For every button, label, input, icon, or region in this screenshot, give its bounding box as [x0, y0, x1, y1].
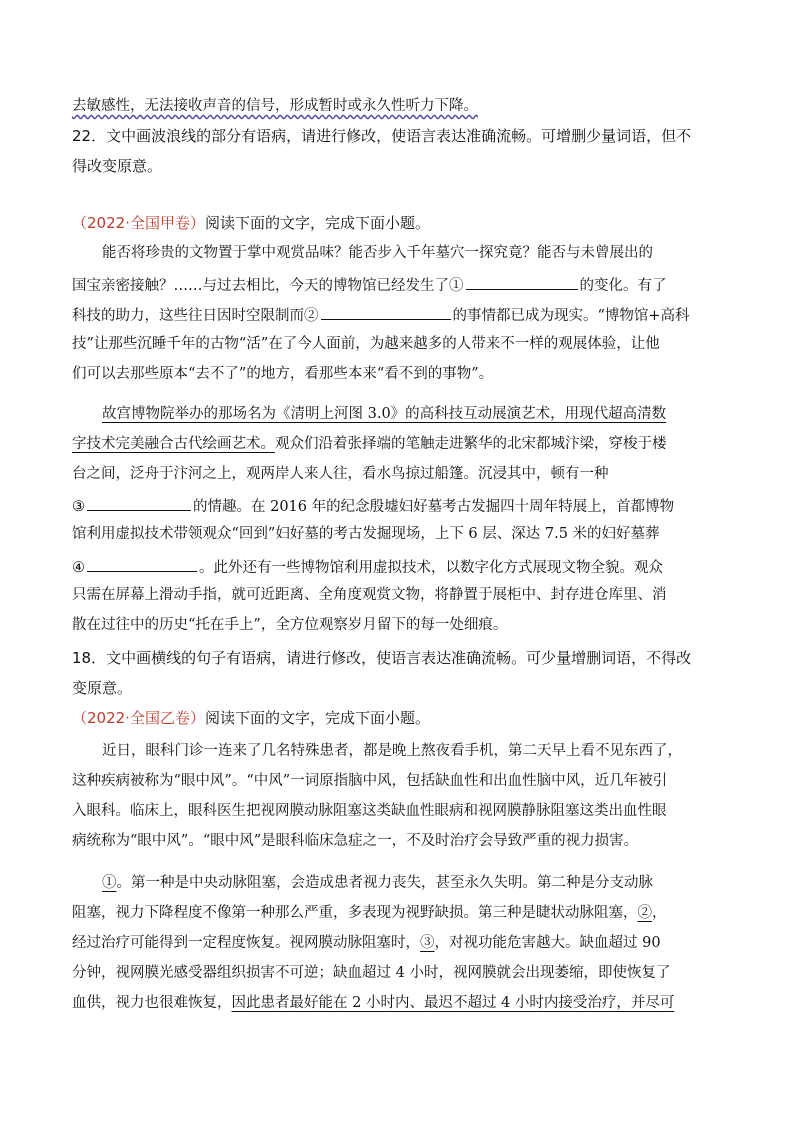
text-line: 去敏感性，无法接收声音的信号，形成暂时或永久性听力下降。	[72, 98, 478, 114]
text-segment: 血供，视力也很难恢复，	[72, 995, 232, 1011]
underlined-sentence: 因此患者最好能在 2 小时内、最迟不超过 4 小时内接受治疗，并尽可	[231, 995, 675, 1011]
text-segment: 科技的助力，这些往日因时空限制而②	[72, 308, 319, 324]
paragraph-line: 散在过往中的历史“托在手上”，全方位观察岁月留下的每一处细痕。	[72, 617, 508, 633]
paragraph-line: 入眼科。临床上，眼科医生把视网膜动脉阻塞这类缺血性眼病和视网膜静脉阻塞这类出血性眼	[72, 803, 667, 819]
paragraph-line	[72, 555, 663, 578]
paragraph-line	[72, 434, 667, 454]
paragraph-line: 近日，眼科门诊一连来了几名特殊患者，都是晚上熬夜看手机，第二天早上看不见东西了，	[102, 743, 682, 759]
paragraph-line: 技”让那些沉睡千年的古物“活”在了今人面前，为越来越多的人带来不一样的观展体验，让他	[72, 336, 660, 352]
text-segment: 的情趣。在 2016 年的纪念殷墟妇好墓考古发掘四十周年特展上，首都博物	[193, 499, 675, 515]
question-22-line2: 得改变原意。	[72, 157, 163, 175]
text-segment: 的事情都已成为现实。“博物馆+高科	[452, 308, 690, 324]
source-tag: （2022·全国甲卷）	[72, 214, 205, 232]
source-header-jia	[72, 213, 430, 233]
paragraph-line	[72, 993, 674, 1013]
paragraph-line: 分钟，视网膜光感受器组织损害不可逆；缺血超过 4 小时，视网膜就会出现萎缩，即使恢复了	[72, 965, 671, 981]
text-segment: ④	[72, 560, 85, 576]
blank-marker-2: ②	[637, 905, 652, 921]
underlined-sentence-end: 字技术完美融合古代绘画艺术。	[72, 436, 275, 452]
text-segment: 阻塞，视力下降程度不像第一种那么严重，多表现为视野缺损。第三种是睫状动脉阻塞，	[72, 905, 638, 921]
paragraph-line: 馆利用虚拟技术带领观众“回到”妇好墓的考古发掘现场，上下 6 层、深达 7.5 米的妇好墓葬	[72, 526, 660, 542]
paragraph-line	[72, 494, 674, 517]
question-22-line1: 22．文中画波浪线的部分有语病，请进行修改，使语言表达准确流畅。可增删少量词语，但不	[72, 127, 692, 145]
instruction: 阅读下面的文字，完成下面小题。	[204, 214, 430, 232]
instruction: 阅读下面的文字，完成下面小题。	[204, 709, 430, 727]
question-18-line2: 变原意。	[72, 679, 133, 697]
text-segment: ，对视功能危害越大。缺血超过 90	[434, 935, 661, 951]
source-header-yi	[72, 708, 430, 728]
blank-4	[87, 555, 197, 572]
text-segment: 。此外还有一些博物馆利用虚拟技术，以数字化方式展现文物全貌。观众	[199, 560, 663, 576]
blank-1	[466, 273, 578, 290]
text-segment: 。第一种是中央动脉阻塞，会造成患者视力丧失，甚至永久失明。第二种是分支动脉	[116, 875, 653, 891]
text-segment: ，	[652, 905, 667, 921]
text-segment: 的变化。有了	[579, 278, 667, 294]
paragraph-line: 只需在屏幕上滑动手指，就可近距离、全角度观赏文物，将静置于展柜中、封存进仓库里、消	[72, 587, 667, 603]
text-segment: 观众们沿着张择端的笔触走进繁华的北宋都城汴梁，穿梭于楼	[275, 436, 667, 452]
text-segment: ③	[72, 499, 85, 515]
paragraph-line	[72, 303, 690, 326]
blank-2	[321, 303, 451, 320]
underlined-sentence: 故宫博物院举办的那场名为《清明上河图 3.0》的高科技互动展演艺术，用现代超高清数	[102, 406, 667, 422]
paragraph-line	[102, 873, 653, 893]
paragraph-line: 台之间，泛舟于汴河之上，观两岸人来人往，看水鸟掠过船篷。沉浸其中，顿有一种	[72, 466, 609, 482]
paragraph-line: 这种疾病被称为“眼中风”。“中风”一词原指脑中风，包括缺血性和出血性脑中风，近几年被引	[72, 773, 668, 789]
text-segment: 经过治疗可能得到一定程度恢复。视网膜动脉阻塞时，	[72, 935, 420, 951]
paragraph-line	[72, 933, 661, 953]
paragraph-line	[72, 903, 667, 923]
blank-marker-3: ③	[420, 935, 435, 951]
question-18-line1: 18．文中画横线的句子有语病，请进行修改，使语言表达准确流畅。可少量增删词语，不得改	[72, 649, 692, 667]
paragraph-line: 能否将珍贵的文物置于掌中观赏品味？能否步入千年墓穴一探究竟？能否与未曾展出的	[102, 245, 653, 261]
paragraph-line: 病统称为“眼中风”。“眼中风”是眼科临床急症之一，不及时治疗会导致严重的视力损害。	[72, 833, 639, 849]
blank-marker-1: ①	[102, 875, 117, 891]
paragraph-line: 们可以去那些原本“去不了”的地方，看那些本来“看不到的事物”。	[72, 366, 494, 382]
paragraph-line	[72, 273, 667, 296]
blank-3	[87, 494, 191, 511]
source-tag: （2022·全国乙卷）	[72, 709, 205, 727]
text-segment: 国宝亲密接触？……与过去相比，今天的博物馆已经发生了①	[72, 278, 464, 294]
